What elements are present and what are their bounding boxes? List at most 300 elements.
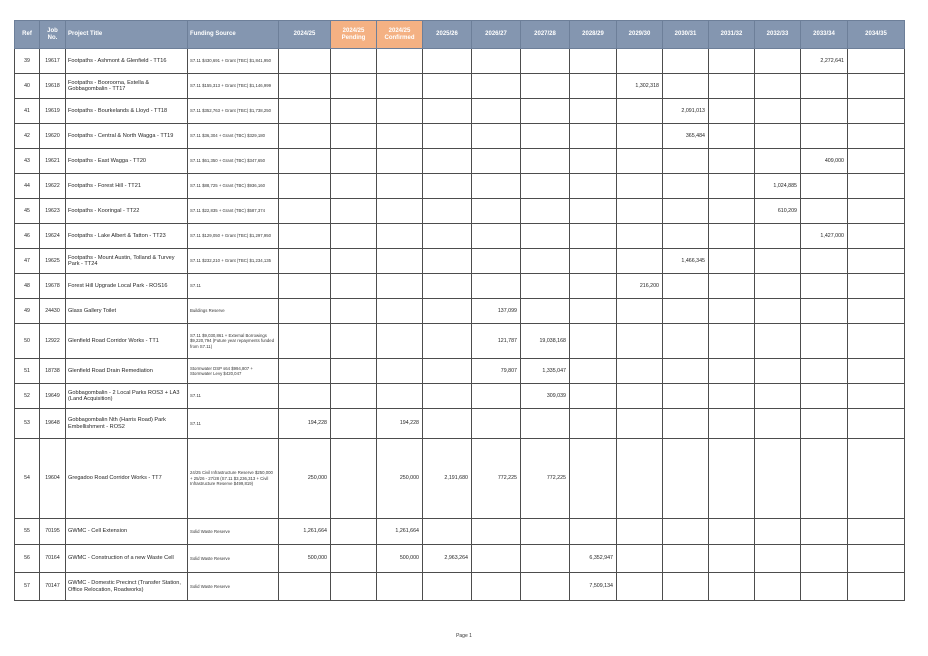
amount-cell — [472, 224, 521, 249]
amount-cell — [617, 573, 663, 601]
amount-cell — [801, 199, 848, 224]
amount-cell — [472, 149, 521, 174]
table-row — [15, 99, 905, 124]
amount-cell — [423, 359, 472, 384]
header-row — [15, 21, 905, 49]
amount-cell — [755, 409, 801, 439]
amount-cell: 216,200 — [617, 274, 663, 299]
project-title-cell: Glass Gallery Toilet — [66, 299, 188, 324]
funding-source-cell: S7.11 $88,725 + Grant (TBC) $936,160 — [188, 174, 279, 199]
amount-cell — [801, 249, 848, 274]
job-number-cell: 19648 — [40, 409, 66, 439]
table-row — [15, 124, 905, 149]
amount-cell — [801, 359, 848, 384]
amount-cell — [755, 124, 801, 149]
amount-cell — [709, 545, 755, 573]
amount-cell — [848, 519, 905, 545]
table-row — [15, 274, 905, 299]
header-project-title: Project Title — [66, 21, 188, 49]
amount-cell: 772,225 — [472, 439, 521, 519]
amount-cell — [331, 174, 377, 199]
amount-cell — [709, 149, 755, 174]
table-row — [15, 74, 905, 99]
amount-cell — [570, 249, 617, 274]
amount-cell — [709, 274, 755, 299]
job-number-cell: 12922 — [40, 324, 66, 359]
amount-cell — [570, 299, 617, 324]
header-2030-31: 2030/31 — [663, 21, 709, 49]
table-row — [15, 519, 905, 545]
project-title-cell: Footpaths - East Wagga - TT20 — [66, 149, 188, 174]
amount-cell — [709, 224, 755, 249]
ref-cell: 53 — [15, 409, 40, 439]
page-number: Page 1 — [456, 633, 472, 639]
amount-cell — [423, 174, 472, 199]
amount-cell — [617, 149, 663, 174]
amount-cell: 250,000 — [377, 439, 423, 519]
project-title-cell: Gobbagombalin Nth (Harris Road) Park Embellishment - ROS2 — [66, 409, 188, 439]
amount-cell — [617, 409, 663, 439]
project-title-cell: Gobbagombalin - 2 Local Parks ROS3 + LA3 (Land Acquisition) — [66, 384, 188, 409]
job-number-cell: 19604 — [40, 439, 66, 519]
amount-cell — [521, 99, 570, 124]
funding-source-cell: S7.11 $129,050 + Grant (TBC) $1,297,950 — [188, 224, 279, 249]
amount-cell — [331, 359, 377, 384]
amount-cell — [331, 74, 377, 99]
job-number-cell: 24430 — [40, 299, 66, 324]
amount-cell — [423, 224, 472, 249]
amount-cell — [377, 359, 423, 384]
amount-cell — [423, 299, 472, 324]
amount-cell: 2,191,680 — [423, 439, 472, 519]
amount-cell: 121,787 — [472, 324, 521, 359]
funding-source-cell: S7.11 $61,350 + Grant (TBC) $347,650 — [188, 149, 279, 174]
amount-cell — [801, 439, 848, 519]
amount-cell — [472, 49, 521, 74]
amount-cell — [801, 409, 848, 439]
amount-cell — [709, 74, 755, 99]
amount-cell — [279, 359, 331, 384]
amount-cell — [848, 99, 905, 124]
amount-cell — [570, 409, 617, 439]
amount-cell — [709, 174, 755, 199]
amount-cell — [423, 274, 472, 299]
amount-cell — [279, 99, 331, 124]
amount-cell — [709, 324, 755, 359]
amount-cell — [663, 224, 709, 249]
amount-cell — [377, 384, 423, 409]
amount-cell — [617, 545, 663, 573]
ref-cell: 39 — [15, 49, 40, 74]
amount-cell — [663, 573, 709, 601]
amount-cell — [331, 99, 377, 124]
amount-cell — [472, 124, 521, 149]
amount-cell — [279, 384, 331, 409]
amount-cell — [279, 174, 331, 199]
amount-cell — [279, 124, 331, 149]
job-number-cell: 19619 — [40, 99, 66, 124]
amount-cell — [377, 124, 423, 149]
amount-cell — [570, 199, 617, 224]
header-2031-32: 2031/32 — [709, 21, 755, 49]
ref-cell: 40 — [15, 74, 40, 99]
amount-cell — [570, 124, 617, 149]
table-row — [15, 359, 905, 384]
job-number-cell: 70147 — [40, 573, 66, 601]
job-number-cell: 19625 — [40, 249, 66, 274]
amount-cell: 1,302,318 — [617, 74, 663, 99]
job-number-cell: 19623 — [40, 199, 66, 224]
amount-cell — [709, 99, 755, 124]
amount-cell — [801, 124, 848, 149]
amount-cell — [423, 49, 472, 74]
amount-cell — [377, 99, 423, 124]
amount-cell — [848, 199, 905, 224]
project-title-cell: Footpaths - Mount Austin, Tolland & Turvey Park - TT24 — [66, 249, 188, 274]
header-funding-source: Funding Source — [188, 21, 279, 49]
amount-cell — [848, 224, 905, 249]
amount-cell — [801, 384, 848, 409]
amount-cell — [331, 249, 377, 274]
header-2024-25-confirmed: 2024/25 Confirmed — [377, 21, 423, 49]
amount-cell — [472, 519, 521, 545]
table-row — [15, 224, 905, 249]
amount-cell — [663, 384, 709, 409]
amount-cell — [848, 409, 905, 439]
ref-cell: 54 — [15, 439, 40, 519]
ref-cell: 47 — [15, 249, 40, 274]
job-number-cell: 70195 — [40, 519, 66, 545]
amount-cell — [617, 519, 663, 545]
amount-cell — [423, 199, 472, 224]
amount-cell — [663, 49, 709, 74]
header-2028-29: 2028/29 — [570, 21, 617, 49]
amount-cell — [472, 274, 521, 299]
amount-cell — [521, 49, 570, 74]
amount-cell — [472, 545, 521, 573]
amount-cell — [377, 224, 423, 249]
amount-cell — [472, 384, 521, 409]
table-row — [15, 384, 905, 409]
amount-cell: 309,039 — [521, 384, 570, 409]
amount-cell — [279, 74, 331, 99]
funding-source-cell: S7.11 $430,691 + Grant (TBC) $1,841,950 — [188, 49, 279, 74]
amount-cell — [331, 519, 377, 545]
header-2027-28: 2027/28 — [521, 21, 570, 49]
amount-cell — [709, 573, 755, 601]
project-title-cell: Footpaths - Bourkelands & Lloyd - TT18 — [66, 99, 188, 124]
amount-cell — [617, 249, 663, 274]
amount-cell — [755, 149, 801, 174]
amount-cell — [521, 519, 570, 545]
amount-cell — [521, 249, 570, 274]
amount-cell — [617, 199, 663, 224]
header-2032-33: 2032/33 — [755, 21, 801, 49]
ref-cell: 46 — [15, 224, 40, 249]
ref-cell: 57 — [15, 573, 40, 601]
amount-cell — [709, 49, 755, 74]
amount-cell — [377, 149, 423, 174]
ref-cell: 50 — [15, 324, 40, 359]
funding-source-cell: S7.11 $155,313 + Grant (TBC) $1,146,999 — [188, 74, 279, 99]
amount-cell — [617, 224, 663, 249]
amount-cell — [423, 519, 472, 545]
funding-source-cell: S7.11 — [188, 409, 279, 439]
amount-cell — [663, 274, 709, 299]
funding-source-cell: Stormwater DSP s64 $994,807 + Stormwater Levy $420,047 — [188, 359, 279, 384]
amount-cell — [279, 224, 331, 249]
amount-cell — [279, 149, 331, 174]
header-2029-30: 2029/30 — [617, 21, 663, 49]
header-2026-27: 2026/27 — [472, 21, 521, 49]
table-body — [15, 49, 905, 601]
job-number-cell: 70164 — [40, 545, 66, 573]
ref-cell: 48 — [15, 274, 40, 299]
amount-cell — [848, 249, 905, 274]
ref-cell: 56 — [15, 545, 40, 573]
amount-cell: 1,261,664 — [377, 519, 423, 545]
table-row — [15, 174, 905, 199]
amount-cell — [570, 519, 617, 545]
amount-cell — [709, 359, 755, 384]
amount-cell: 2,272,641 — [801, 49, 848, 74]
job-number-cell: 19618 — [40, 74, 66, 99]
amount-cell — [801, 324, 848, 359]
amount-cell — [709, 384, 755, 409]
amount-cell — [423, 249, 472, 274]
amount-cell: 194,228 — [279, 409, 331, 439]
table-row — [15, 299, 905, 324]
amount-cell — [755, 573, 801, 601]
amount-cell — [472, 74, 521, 99]
amount-cell — [709, 199, 755, 224]
funding-source-cell: Solid Waste Reserve — [188, 519, 279, 545]
amount-cell — [331, 149, 377, 174]
amount-cell — [521, 409, 570, 439]
amount-cell: 19,038,168 — [521, 324, 570, 359]
header-2025-26: 2025/26 — [423, 21, 472, 49]
amount-cell — [617, 99, 663, 124]
header-2024-25: 2024/25 — [279, 21, 331, 49]
amount-cell — [755, 299, 801, 324]
table-row — [15, 573, 905, 601]
amount-cell — [755, 99, 801, 124]
amount-cell: 2,091,013 — [663, 99, 709, 124]
amount-cell — [755, 384, 801, 409]
table-row — [15, 49, 905, 74]
project-title-cell: Footpaths - Lake Albert & Tatton - TT23 — [66, 224, 188, 249]
amount-cell — [521, 199, 570, 224]
amount-cell — [848, 359, 905, 384]
amount-cell: 1,466,345 — [663, 249, 709, 274]
job-number-cell: 18738 — [40, 359, 66, 384]
amount-cell — [331, 199, 377, 224]
amount-cell — [279, 249, 331, 274]
amount-cell — [848, 324, 905, 359]
amount-cell — [801, 545, 848, 573]
amount-cell — [423, 384, 472, 409]
amount-cell — [423, 124, 472, 149]
amount-cell: 500,000 — [377, 545, 423, 573]
amount-cell — [663, 74, 709, 99]
funding-source-cell: S7.11 $9,030,861 + External Borrowings $9,220,794 (Future year repayments funded from S7.11) — [188, 324, 279, 359]
amount-cell — [663, 359, 709, 384]
amount-cell — [570, 324, 617, 359]
amount-cell — [801, 274, 848, 299]
amount-cell — [570, 439, 617, 519]
table-row — [15, 149, 905, 174]
funding-source-cell: S7.11 — [188, 384, 279, 409]
amount-cell — [570, 99, 617, 124]
amount-cell — [709, 249, 755, 274]
amount-cell — [570, 149, 617, 174]
amount-cell — [848, 439, 905, 519]
amount-cell — [801, 519, 848, 545]
amount-cell — [331, 274, 377, 299]
project-title-cell: Forest Hill Upgrade Local Park - ROS16 — [66, 274, 188, 299]
funding-source-cell: Solid Waste Reserve — [188, 545, 279, 573]
amount-cell — [472, 409, 521, 439]
amount-cell — [521, 174, 570, 199]
amount-cell — [570, 359, 617, 384]
amount-cell — [848, 174, 905, 199]
amount-cell — [570, 224, 617, 249]
amount-cell — [709, 519, 755, 545]
ref-cell: 43 — [15, 149, 40, 174]
ref-cell: 42 — [15, 124, 40, 149]
amount-cell — [848, 384, 905, 409]
job-number-cell: 19620 — [40, 124, 66, 149]
amount-cell — [617, 324, 663, 359]
amount-cell — [570, 274, 617, 299]
ref-cell: 52 — [15, 384, 40, 409]
amount-cell — [331, 384, 377, 409]
project-title-cell: Footpaths - Ashmont & Glenfield - TT16 — [66, 49, 188, 74]
amount-cell — [331, 49, 377, 74]
amount-cell — [617, 384, 663, 409]
amount-cell — [472, 573, 521, 601]
amount-cell — [617, 299, 663, 324]
amount-cell — [755, 439, 801, 519]
amount-cell — [331, 545, 377, 573]
amount-cell — [848, 124, 905, 149]
amount-cell — [521, 299, 570, 324]
amount-cell — [848, 49, 905, 74]
amount-cell — [279, 49, 331, 74]
amount-cell — [279, 573, 331, 601]
amount-cell: 6,352,947 — [570, 545, 617, 573]
amount-cell — [423, 324, 472, 359]
funding-source-cell: S7.11 $22,835 + Grant (TBC) $587,374 — [188, 199, 279, 224]
amount-cell — [521, 224, 570, 249]
funding-source-cell: S7.11 $36,304 + Grant (TBC) $329,180 — [188, 124, 279, 149]
project-title-cell: Footpaths - Central & North Wagga - TT19 — [66, 124, 188, 149]
amount-cell — [521, 274, 570, 299]
amount-cell — [709, 409, 755, 439]
amount-cell: 500,000 — [279, 545, 331, 573]
amount-cell — [663, 519, 709, 545]
amount-cell — [279, 274, 331, 299]
amount-cell — [521, 545, 570, 573]
project-title-cell: Footpaths - Kooringal - TT22 — [66, 199, 188, 224]
amount-cell: 365,484 — [663, 124, 709, 149]
amount-cell — [709, 124, 755, 149]
amount-cell — [472, 249, 521, 274]
amount-cell — [848, 74, 905, 99]
amount-cell — [331, 224, 377, 249]
project-title-cell: GWMC - Cell Extension — [66, 519, 188, 545]
amount-cell — [279, 299, 331, 324]
amount-cell — [755, 224, 801, 249]
amount-cell: 79,807 — [472, 359, 521, 384]
amount-cell — [423, 573, 472, 601]
amount-cell — [521, 74, 570, 99]
amount-cell — [801, 573, 848, 601]
job-number-cell: 19617 — [40, 49, 66, 74]
amount-cell — [617, 439, 663, 519]
amount-cell — [570, 74, 617, 99]
amount-cell — [755, 74, 801, 99]
funding-source-cell: 24/25 Civil Infrastructure Reserve $250,000 + 25/26 - 27/28 (S7.11 $3,236,313 + Civil Infrastructure Reserve $499,819) — [188, 439, 279, 519]
project-title-cell: Footpaths - Booroorna, Estella & Gobbagombalin - TT17 — [66, 74, 188, 99]
amount-cell — [663, 199, 709, 224]
amount-cell — [377, 324, 423, 359]
table-row — [15, 324, 905, 359]
amount-cell — [755, 519, 801, 545]
ref-cell: 51 — [15, 359, 40, 384]
amount-cell — [617, 49, 663, 74]
amount-cell — [755, 545, 801, 573]
amount-cell — [755, 249, 801, 274]
amount-cell — [755, 274, 801, 299]
amount-cell — [848, 545, 905, 573]
project-title-cell: Glenfield Road Drain Remediation — [66, 359, 188, 384]
amount-cell — [663, 545, 709, 573]
funding-source-cell: S7.11 $232,210 + Grant (TBC) $1,234,135 — [188, 249, 279, 274]
amount-cell — [377, 174, 423, 199]
amount-cell — [472, 199, 521, 224]
amount-cell: 1,261,664 — [279, 519, 331, 545]
amount-cell — [472, 174, 521, 199]
funding-source-cell: Buildings Reserve — [188, 299, 279, 324]
amount-cell — [279, 199, 331, 224]
amount-cell — [279, 324, 331, 359]
ref-cell: 44 — [15, 174, 40, 199]
ref-cell: 45 — [15, 199, 40, 224]
job-number-cell: 19622 — [40, 174, 66, 199]
amount-cell — [663, 299, 709, 324]
project-title-cell: GWMC - Construction of a new Waste Cell — [66, 545, 188, 573]
amount-cell — [848, 299, 905, 324]
amount-cell — [521, 149, 570, 174]
amount-cell — [570, 384, 617, 409]
capital-works-table — [14, 20, 905, 601]
header-job-no: Job No. — [40, 21, 66, 49]
project-title-cell: Footpaths - Forest Hill - TT21 — [66, 174, 188, 199]
funding-source-cell: Solid Waste Reserve — [188, 573, 279, 601]
amount-cell — [755, 359, 801, 384]
amount-cell — [617, 174, 663, 199]
amount-cell: 7,509,134 — [570, 573, 617, 601]
amount-cell: 1,024,885 — [755, 174, 801, 199]
amount-cell — [801, 174, 848, 199]
amount-cell — [331, 409, 377, 439]
funding-source-cell: S7.11 — [188, 274, 279, 299]
table-row — [15, 409, 905, 439]
amount-cell — [755, 49, 801, 74]
amount-cell — [377, 573, 423, 601]
amount-cell: 610,209 — [755, 199, 801, 224]
